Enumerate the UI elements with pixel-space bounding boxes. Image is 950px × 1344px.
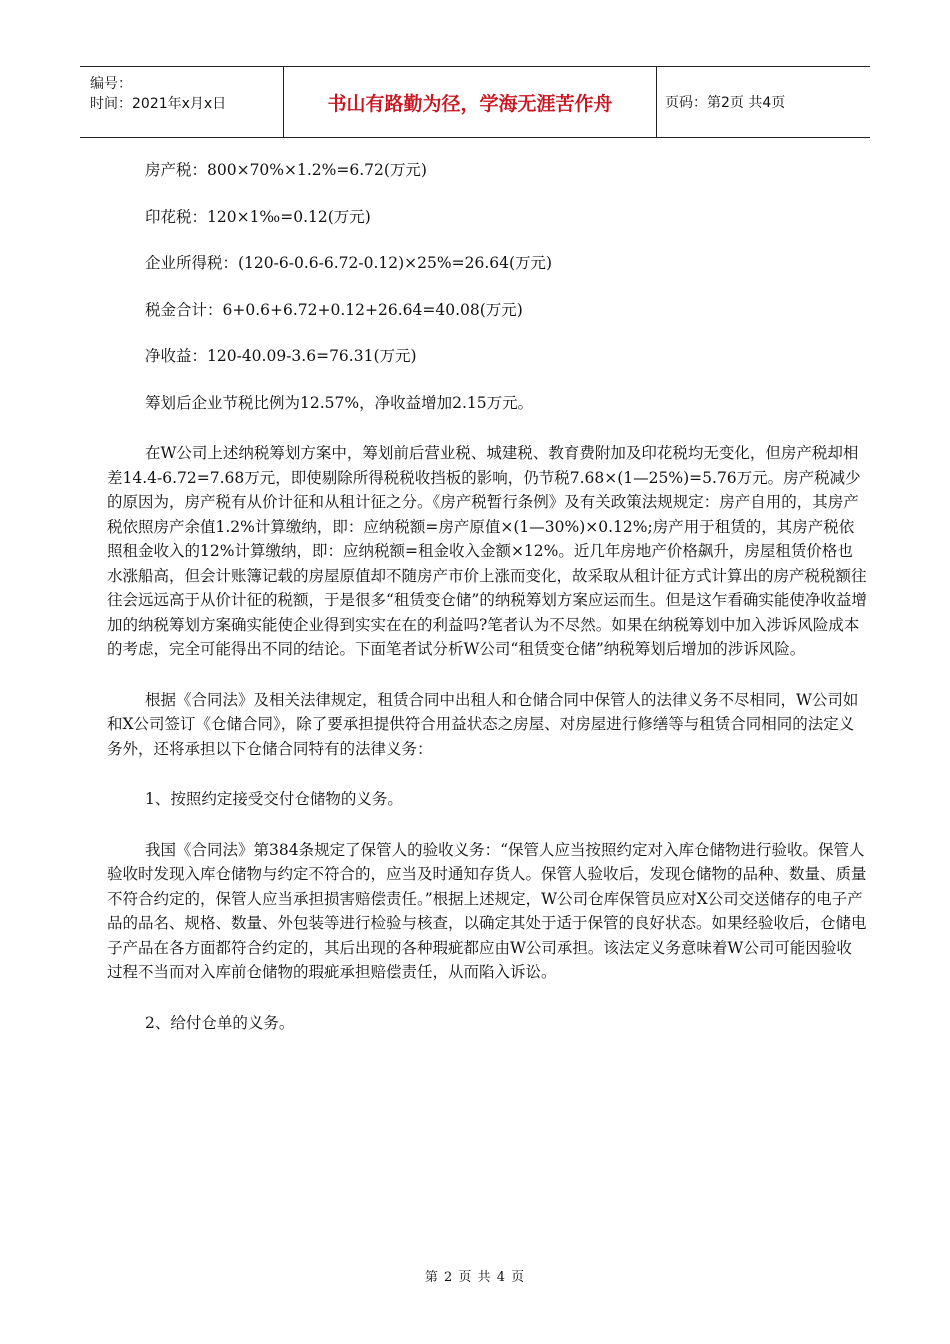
header-meta-cell: [80, 67, 284, 137]
header-motto: 书山有路勤为径，学海无涯苦作舟: [327, 92, 613, 115]
header-motto-cell: [284, 67, 657, 137]
header-page-info: 页码：第2页 共4页: [665, 95, 786, 111]
paragraph-inspection-duty: 我国《合同法》第384条规定了保管人的验收义务：“保管人应当按照约定对入库仓储物进行验收。保管人验收时发现入库仓储物与约定不符合的，应当及时通知存货人。保管人验收后，发现仓储物的品种、数量、质量不符合约定的，保管人应当承担损害赔偿责任。”根据上述规定，W公司仓库保管员应对X公司交送储存的电子产品的品名、规格、数量、外包装等进行检验与核查，以确定其处于适于保管的良好状态。如果经验收后，仓储电子产品在各方面都符合约定的，其后出现的各种瑕疵都应由W公司承担。该法定义务意味着W公司可能因验收过程不当而对入库前仓储物的瑕疵承担赔偿责任，从而陷入诉讼。: [107, 840, 867, 981]
time-label: 时间：2021年x月x日: [90, 96, 227, 112]
calc-line-tax-total: 税金合计：6+0.6+6.72+0.12+26.64=40.08(万元): [145, 300, 523, 319]
calc-line-property-tax: 房产税：800×70%×1.2%=6.72(万元): [145, 161, 427, 179]
calc-line-net-income: 净收益：120-40.09-3.6=76.31(万元): [145, 347, 417, 365]
page-header: [80, 66, 870, 138]
paragraph-contract-law: 根据《合同法》及相关法律规定，租赁合同中出租人和仓储合同中保管人的法律义务不尽相同，W公司如和X公司签订《仓储合同》，除了要承担提供符合用益状态之房屋、对房屋进行修缮等与租赁合同相同的法定义务外，还将承担以下仓储合同特有的法律义务：: [107, 690, 859, 758]
calc-line-stamp-tax: 印花税：120×1‰=0.12(万元): [145, 207, 371, 226]
page-footer: 第 2 页 共 4 页: [424, 1270, 526, 1285]
list-item-2: 2、给付仓单的义务。: [145, 1013, 295, 1032]
calc-line-income-tax: 企业所得税：(120-6-0.6-6.72-0.12)×25%=26.64(万元): [145, 254, 553, 272]
paragraph-analysis: 在W公司上述纳税筹划方案中，筹划前后营业税、城建税、教育费附加及印花税均无变化，但房产税却相差14.4-6.72=7.68万元，即使剔除所得税税收挡板的影响，仍节税7.68×(1—25%)=5.76万元。房产税减少的原因为，房产税有从价计征和从租计征之分。《房产税暂行条例》及有关政策法规规定：房产自用的，其房产税依照房产余值1.2%计算缴纳，即：应纳税额=房产原值×(1—30%)×0.12%;房产用于租赁的，其房产税依照租金收入的12%计算缴纳，即：应纳税额=租金收入金额×12%。近几年房地产价格飙升，房屋租赁价格也水涨船高，但会计账簿记载的房屋原值却不随房产市价上涨而变化，故采取从租计征方式计算出的房产税税额往往会远远高于从价计征的税额，于是很多“租赁变仓储”的纳税筹划方案应运而生。但是这乍看确实能使净收益增加的纳税筹划方案确实能使企业得到实实在在的利益吗?笔者认为不尽然。如果在纳税筹划中加入涉诉风险成本的考虑，完全可能得出不同的结论。下面笔者试分析W公司“租赁变仓储”纳税筹划后增加的涉诉风险。: [107, 444, 867, 658]
summary-line: 筹划后企业节税比例为12.57%，净收益增加2.15万元。: [145, 393, 534, 412]
list-item-1: 1、按照约定接受交付仓储物的义务。: [145, 790, 403, 808]
serial-number-label: 编号：: [90, 76, 132, 92]
document-body: [107, 158, 867, 1035]
header-page-cell: [657, 67, 870, 137]
